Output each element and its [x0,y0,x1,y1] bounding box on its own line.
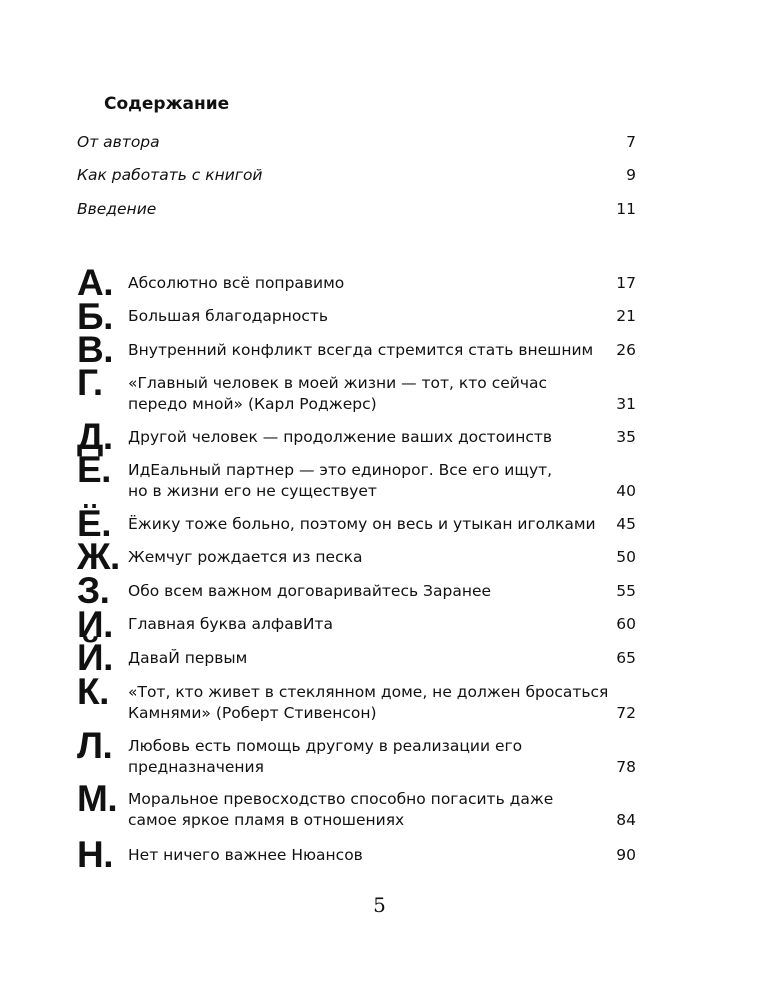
page-number: 31 [616,395,636,413]
toc-entry [77,673,636,728]
chapter-title: Абсолютно всё поправимо [128,274,345,292]
toc-entry [77,727,636,782]
chapter-title: «Тот, кто живет в стеклянном доме, не должен бросаться Камнями» (Роберт Стивенсон) [128,683,609,722]
front-matter-title: Введение [77,200,157,218]
chapter-letter: М. [77,778,118,819]
chapter-title: Моральное превосходство способно погасить даже самое яркое пламя в отношениях [128,790,554,829]
page-number: 35 [616,428,636,446]
page-number: 72 [616,704,636,722]
chapter-letter: Б. [77,296,113,337]
front-matter-row [77,166,636,190]
chapter-title: Большая благодарность [128,307,329,325]
chapter-letter: Л. [77,725,113,766]
page-number: 11 [616,200,636,218]
page-number: 60 [616,615,636,633]
chapter-title: Любовь есть помощь другому в реализации его предназначения [128,737,523,776]
chapter-letter: И. [77,604,113,645]
chapter-title: Другой человек — продолжение ваших достоинств [128,428,553,446]
page-number: 40 [616,482,636,500]
chapter-title: Ёжику тоже больно, поэтому он весь и утыкан иголками [128,515,596,533]
toc-entry [77,538,636,576]
chapter-title: ИдЕальный партнер — это единорог. Все его ищут, но в жизни его не существует [128,461,553,500]
front-matter-row [77,200,636,224]
chapter-title: Внутренний конфликт всегда стремится стать внешним [128,341,594,359]
chapter-letter: Г. [77,362,103,403]
page-number: 45 [616,515,636,533]
toc-entry [77,364,636,419]
chapter-letter: Ё. [77,503,112,544]
page-number: 21 [616,307,636,325]
page-number: 7 [626,133,636,151]
chapter-letter: В. [77,329,113,370]
toc-entry [77,451,636,506]
chapter-title: Обо всем важном договаривайтесь Заранее [128,582,492,600]
chapter-title: ДаваЙ первым [128,649,248,667]
chapter-letter: Ж. [77,536,120,577]
chapter-title: Главная буква алфавИта [128,615,333,633]
chapter-title: Жемчуг рождается из песка [128,548,363,566]
page-number: 78 [616,758,636,776]
front-matter-row [77,133,636,157]
toc-entry [77,836,636,874]
chapter-letter: А. [77,262,113,303]
front-matter-title: От автора [77,133,160,151]
toc-entry [77,264,636,302]
toc-heading: Содержание [104,94,230,114]
page-number: 50 [616,548,636,566]
chapter-letter: Й. [77,637,113,678]
page-number: 9 [626,166,636,184]
chapter-letter: Е. [77,449,111,490]
chapter-letter: З. [77,570,110,611]
page-number: 90 [616,846,636,864]
page-number: 55 [616,582,636,600]
toc-entry [77,639,636,677]
front-matter-title: Как работать с книгой [77,166,263,184]
chapter-letter: К. [77,671,109,712]
chapter-letter: Н. [77,834,113,875]
page-number: 65 [616,649,636,667]
page-number: 84 [616,811,636,829]
page-folio: 5 [373,893,386,917]
toc-entry [77,780,636,835]
page-number: 17 [616,274,636,292]
page-number: 26 [616,341,636,359]
chapter-letter: Д. [77,416,113,457]
chapter-title: «Главный человек в моей жизни — тот, кто сейчас передо мной» (Карл Роджерс) [128,374,548,413]
toc-entry [77,572,636,610]
chapter-title: Нет ничего важнее Нюансов [128,846,363,864]
